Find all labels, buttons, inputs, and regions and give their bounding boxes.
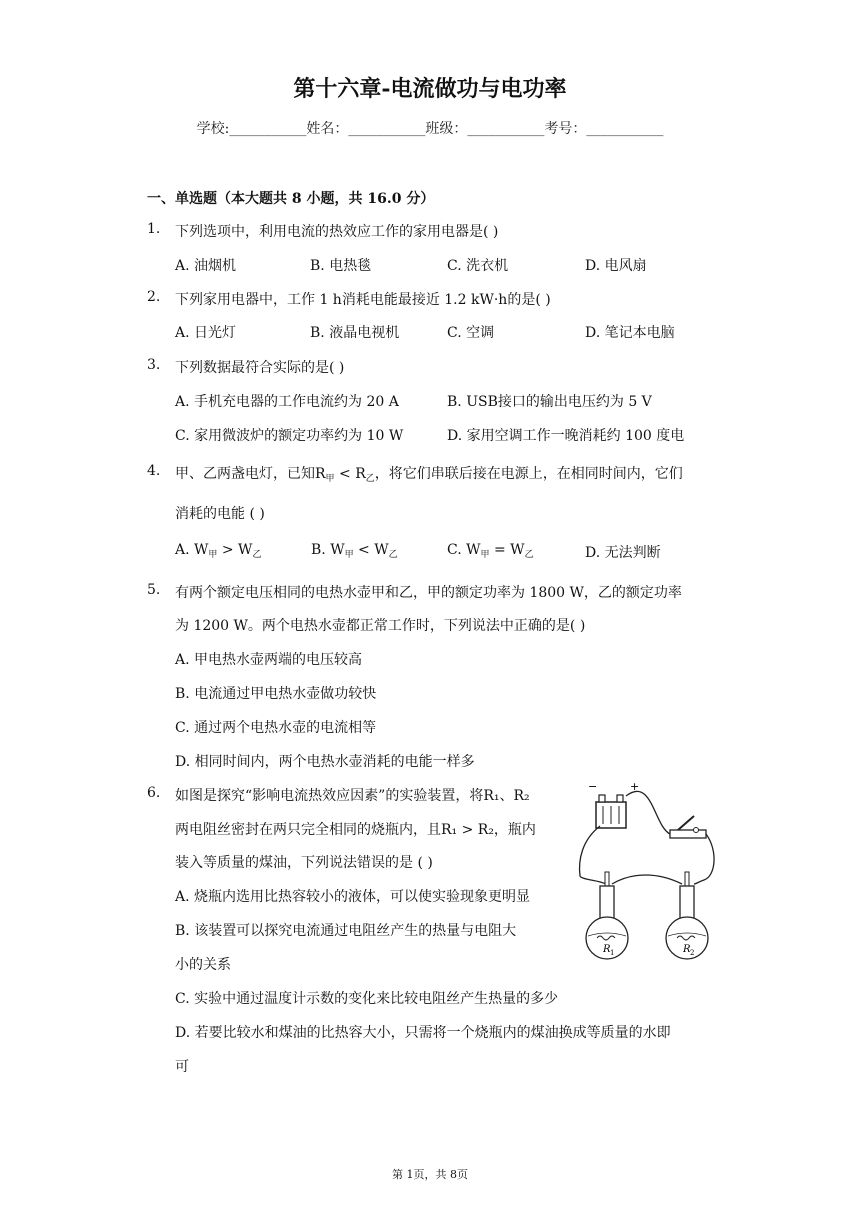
plus-label: + — [630, 780, 640, 793]
question-stem: 如图是探究“影响电流热效应因素”的实验装置，将R₁、R₂ — [175, 788, 530, 804]
option-a: A. 油烟机 — [175, 258, 237, 274]
flask-r1-icon — [586, 886, 628, 959]
question-number: 1. — [147, 221, 161, 237]
r2-subscript: 2 — [690, 949, 695, 957]
option-a: A. 烧瓶内选用比热容较小的液体，可以使实验现象更明显 — [175, 889, 531, 905]
question-stem-continued: 为 1200 W。两个电热水壶都正常工作时，下列说法中正确的是( ) — [175, 618, 586, 634]
student-info-line: 学校:___________姓名：___________班级：___________考号：___________ — [196, 121, 664, 137]
option-b-continued: 小的关系 — [175, 957, 231, 973]
option-b: B. 电流通过甲电热水壶做功较快 — [175, 686, 377, 702]
question-number: 6. — [147, 785, 161, 801]
question-stem: 有两个额定电压相同的电热水壶甲和乙，甲的额定功率为 1800 W，乙的额定功率 — [175, 585, 682, 601]
page-footer: 第 1页，共 8页 — [392, 1168, 468, 1181]
flask-r2-icon — [666, 886, 708, 959]
option-b: B. 该装置可以探究电流通过电阻丝产生的热量与电阻大 — [175, 923, 517, 939]
experiment-apparatus-figure — [572, 780, 720, 966]
option-d: D. 笔记本电脑 — [585, 325, 675, 341]
question-stem: 下列选项中，利用电流的热效应工作的家用电器是( ) — [175, 224, 499, 240]
option-a: A. 日光灯 — [175, 325, 237, 341]
r1-subscript: 1 — [610, 949, 615, 957]
option-c: C. $W_甲 = W_乙$ — [447, 542, 534, 560]
page-title: 第十六章-电流做功与电功率 — [293, 76, 567, 102]
option-a: A. 甲电热水壶两端的电压较高 — [175, 652, 363, 668]
option-a: A. 手机充电器的工作电流约为 20 A — [175, 394, 399, 410]
option-b: B. 电热毯 — [310, 258, 372, 274]
question-number: 3. — [147, 357, 161, 373]
option-b: B. 液晶电视机 — [310, 325, 400, 341]
option-d: D. 电风扇 — [585, 258, 647, 274]
option-d: D. 相同时间内，两个电热水壶消耗的电能一样多 — [175, 754, 475, 770]
r1-label: R — [603, 944, 611, 955]
option-d: D. 无法判断 — [585, 545, 661, 561]
question-stem: 下列数据最符合实际的是( ) — [175, 360, 345, 376]
option-a: A. $W_甲 > W_乙$ — [175, 542, 262, 560]
option-c: C. 通过两个电热水壶的电流相等 — [175, 720, 377, 736]
question-stem: 甲、乙两盏电灯，已知$R_甲 < R_乙$，将它们串联后接在电源上，在相同时间内，它们 — [175, 466, 683, 484]
section-heading: 一、单选题（本大题共 8 小题，共 16.0 分） — [147, 191, 435, 207]
option-b: B. USB接口的输出电压约为 5 V — [447, 394, 652, 410]
option-b: B. $W_甲 < W_乙$ — [311, 542, 398, 560]
r2-label: R — [683, 944, 691, 955]
option-c: C. 实验中通过温度计示数的变化来比较电阻丝产生热量的多少 — [175, 991, 559, 1007]
option-d-continued: 可 — [175, 1059, 189, 1075]
switch-icon — [670, 816, 706, 838]
question-stem-continued: 两电阻丝密封在两只完全相同的烧瓶内，且R₁ > R₂，瓶内 — [175, 822, 536, 838]
question-stem-continued: 装入等质量的煤油，下列说法错误的是 ( ) — [175, 855, 433, 871]
question-stem-continued: 消耗的电能 ( ) — [175, 506, 265, 522]
option-d: D. 家用空调工作一晚消耗约 100 度电 — [447, 428, 685, 444]
minus-label: − — [588, 780, 598, 793]
question-number: 5. — [147, 582, 161, 598]
question-stem: 下列家用电器中，工作 1 h消耗电能最接近 1.2 kW·h的是( ) — [175, 292, 551, 308]
battery-icon — [588, 780, 639, 828]
option-c: C. 空调 — [447, 325, 495, 341]
circuit-diagram — [572, 780, 720, 966]
option-c: C. 家用微波炉的额定功率约为 10 W — [175, 428, 404, 444]
option-d: D. 若要比较水和煤油的比热容大小，只需将一个烧瓶内的煤油换成等质量的水即 — [175, 1025, 671, 1041]
question-number: 2. — [147, 289, 161, 305]
option-c: C. 洗衣机 — [447, 258, 509, 274]
question-number: 4. — [147, 463, 161, 479]
